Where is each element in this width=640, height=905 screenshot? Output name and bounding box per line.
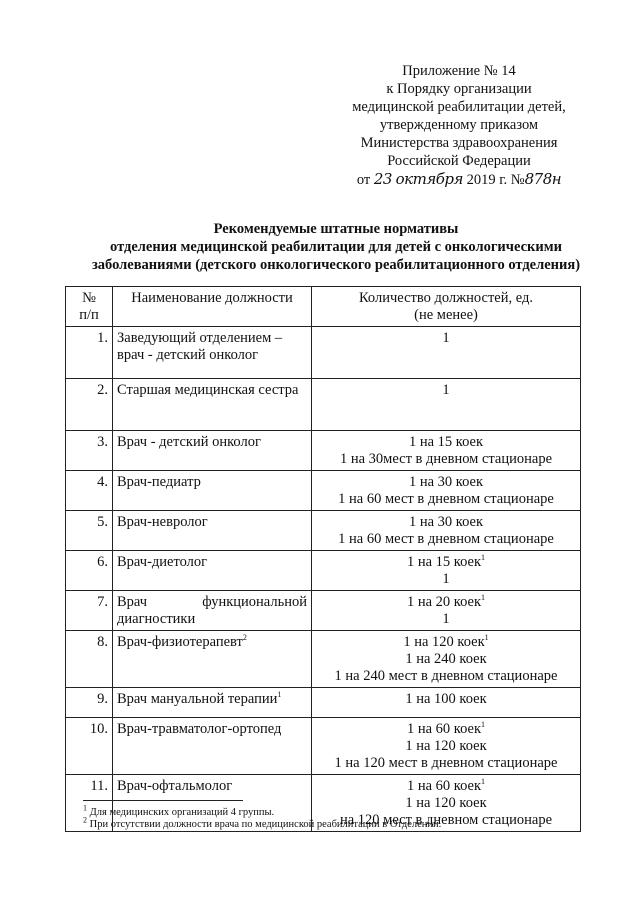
footnote-text: Для медицинских организаций 4 группы. [89,807,275,818]
appendix-line: медицинской реабилитации детей, [352,99,566,115]
qty-line: 1 на 60 мест в дневном стационаре [338,531,554,547]
row-name [113,631,312,688]
footnote-2 [83,815,603,831]
header-qty-line: Количество должностей, ед. [358,290,533,306]
qty-line [316,634,576,651]
footnotes [83,800,603,831]
footnote-ref: 1 [481,777,486,787]
qty-line: 1 на 240 мест в дневном стационаре [334,668,558,684]
qty-line: 1 [442,382,450,398]
row-name-line [117,594,307,611]
qty-line: 1 на 120 мест в дневном стационаре [334,755,558,771]
appendix-line: Российской Федерации [387,153,531,169]
row-qty [312,431,581,471]
footnote-mark: 1 [83,803,87,813]
footnote-ref: 1 [481,593,486,603]
qty-line: 1 [442,571,450,587]
row-qty [312,511,581,551]
qty-line [316,721,576,738]
table-row [66,379,581,431]
appendix-line: к Порядку организации [386,81,532,97]
table-row [66,511,581,551]
footnote-ref: 1 [484,633,489,643]
appendix-header [300,62,618,189]
footnote-ref: 1 [481,553,486,563]
footnote-ref: 2 [242,633,247,643]
row-name [113,688,312,718]
footnote-ref: 1 [277,690,282,700]
row-qty [312,591,581,631]
table-header-row [66,287,581,327]
row-num: 11. [66,775,113,832]
row-name: Врач-диетолог [113,551,312,591]
qty-text: 1 на 15 коек [406,554,482,570]
row-name-word: функциональной [202,594,307,610]
qty-line [316,554,576,571]
row-qty [312,327,581,379]
header-name: Наименование должности [113,287,312,327]
row-qty [312,379,581,431]
header-num [66,287,113,327]
row-num: 5. [66,511,113,551]
table-row [66,688,581,718]
row-qty [312,718,581,775]
qty-line: 1 на 240 коек [405,651,487,667]
row-name-text: Врач мануальной терапии [117,691,278,707]
row-name: Врач-травматолог-ортопед [113,718,312,775]
qty-line: 1 на 60 мест в дневном стационаре [338,491,554,507]
row-name-text: Врач-физиотерапевт [117,634,243,650]
title-line: заболеваниями (детского онкологического реабилитационного отделения) [91,257,581,273]
table-row [66,631,581,688]
table-row [66,327,581,379]
row-name: Заведующий отделением – врач - детский онколог [113,327,312,379]
footnote-ref: 1 [481,720,486,730]
table-row [66,591,581,631]
row-num: 6. [66,551,113,591]
row-num: 10. [66,718,113,775]
appendix-line: Приложение № 14 [402,63,516,79]
document-title [60,220,612,274]
qty-line: на 120 мест в дневном стационаре [339,812,553,828]
qty-text: 1 на 60 коек [406,721,482,737]
qty-line: 1 на 15 коек [408,434,484,450]
table-row [66,551,581,591]
header-qty [312,287,581,327]
qty-line: 1 на 120 коек [405,738,487,754]
row-num: 8. [66,631,113,688]
row-name: Врач - детский онколог [113,431,312,471]
header-num-line: п/п [79,307,99,323]
qty-text: 1 на 60 коек [406,778,482,794]
qty-line: 1 на 100 коек [405,691,487,707]
row-name: Врач-офтальмолог [113,775,312,832]
qty-text: 1 на 120 коек [403,634,485,650]
row-num: 9. [66,688,113,718]
title-line: Рекомендуемые штатные нормативы [213,221,459,237]
table-row [66,471,581,511]
footnote-text: При отсутствии должности врача по медицинской реабилитации в Отделении. [89,819,442,830]
footnote-mark: 2 [83,815,87,825]
qty-line: 1 на 30мест в дневном стационаре [339,451,553,467]
row-name [113,591,312,631]
header-num-line: № [82,290,96,306]
footnote-divider [83,800,243,801]
row-qty [312,551,581,591]
header-qty-line: (не менее) [414,307,478,323]
qty-text: 1 на 20 коек [406,594,482,610]
qty-line: 1 на 120 коек [405,795,487,811]
qty-line: 1 [442,611,450,627]
date-day: 23 [373,170,392,188]
date-month: октября [395,170,463,188]
row-num: 3. [66,431,113,471]
appendix-line: утвержденному приказом [379,117,539,133]
row-name-line: диагностики [117,611,196,627]
row-num: 2. [66,379,113,431]
qty-line: 1 на 30 коек [408,474,484,490]
qty-line [316,778,576,795]
row-num: 7. [66,591,113,631]
row-qty [312,688,581,718]
row-qty [312,471,581,511]
qty-line: 1 на 30 коек [408,514,484,530]
row-name-word: Врач [117,594,148,610]
row-num: 4. [66,471,113,511]
order-date-line [300,170,618,189]
date-year: 2019 г. № [466,172,525,188]
row-name: Врач-педиатр [113,471,312,511]
row-name: Старшая медицинская сестра [113,379,312,431]
staffing-table [65,286,581,832]
table-row [66,431,581,471]
order-number: 878н [524,170,562,188]
appendix-line: Министерства здравоохранения [360,135,558,151]
date-prefix: от [356,172,371,188]
row-qty [312,631,581,688]
row-num: 1. [66,327,113,379]
title-line: отделения медицинской реабилитации для детей с онкологическими [110,239,562,255]
row-name: Врач-невролог [113,511,312,551]
qty-line [316,594,576,611]
table-row [66,718,581,775]
qty-line: 1 [442,330,450,346]
